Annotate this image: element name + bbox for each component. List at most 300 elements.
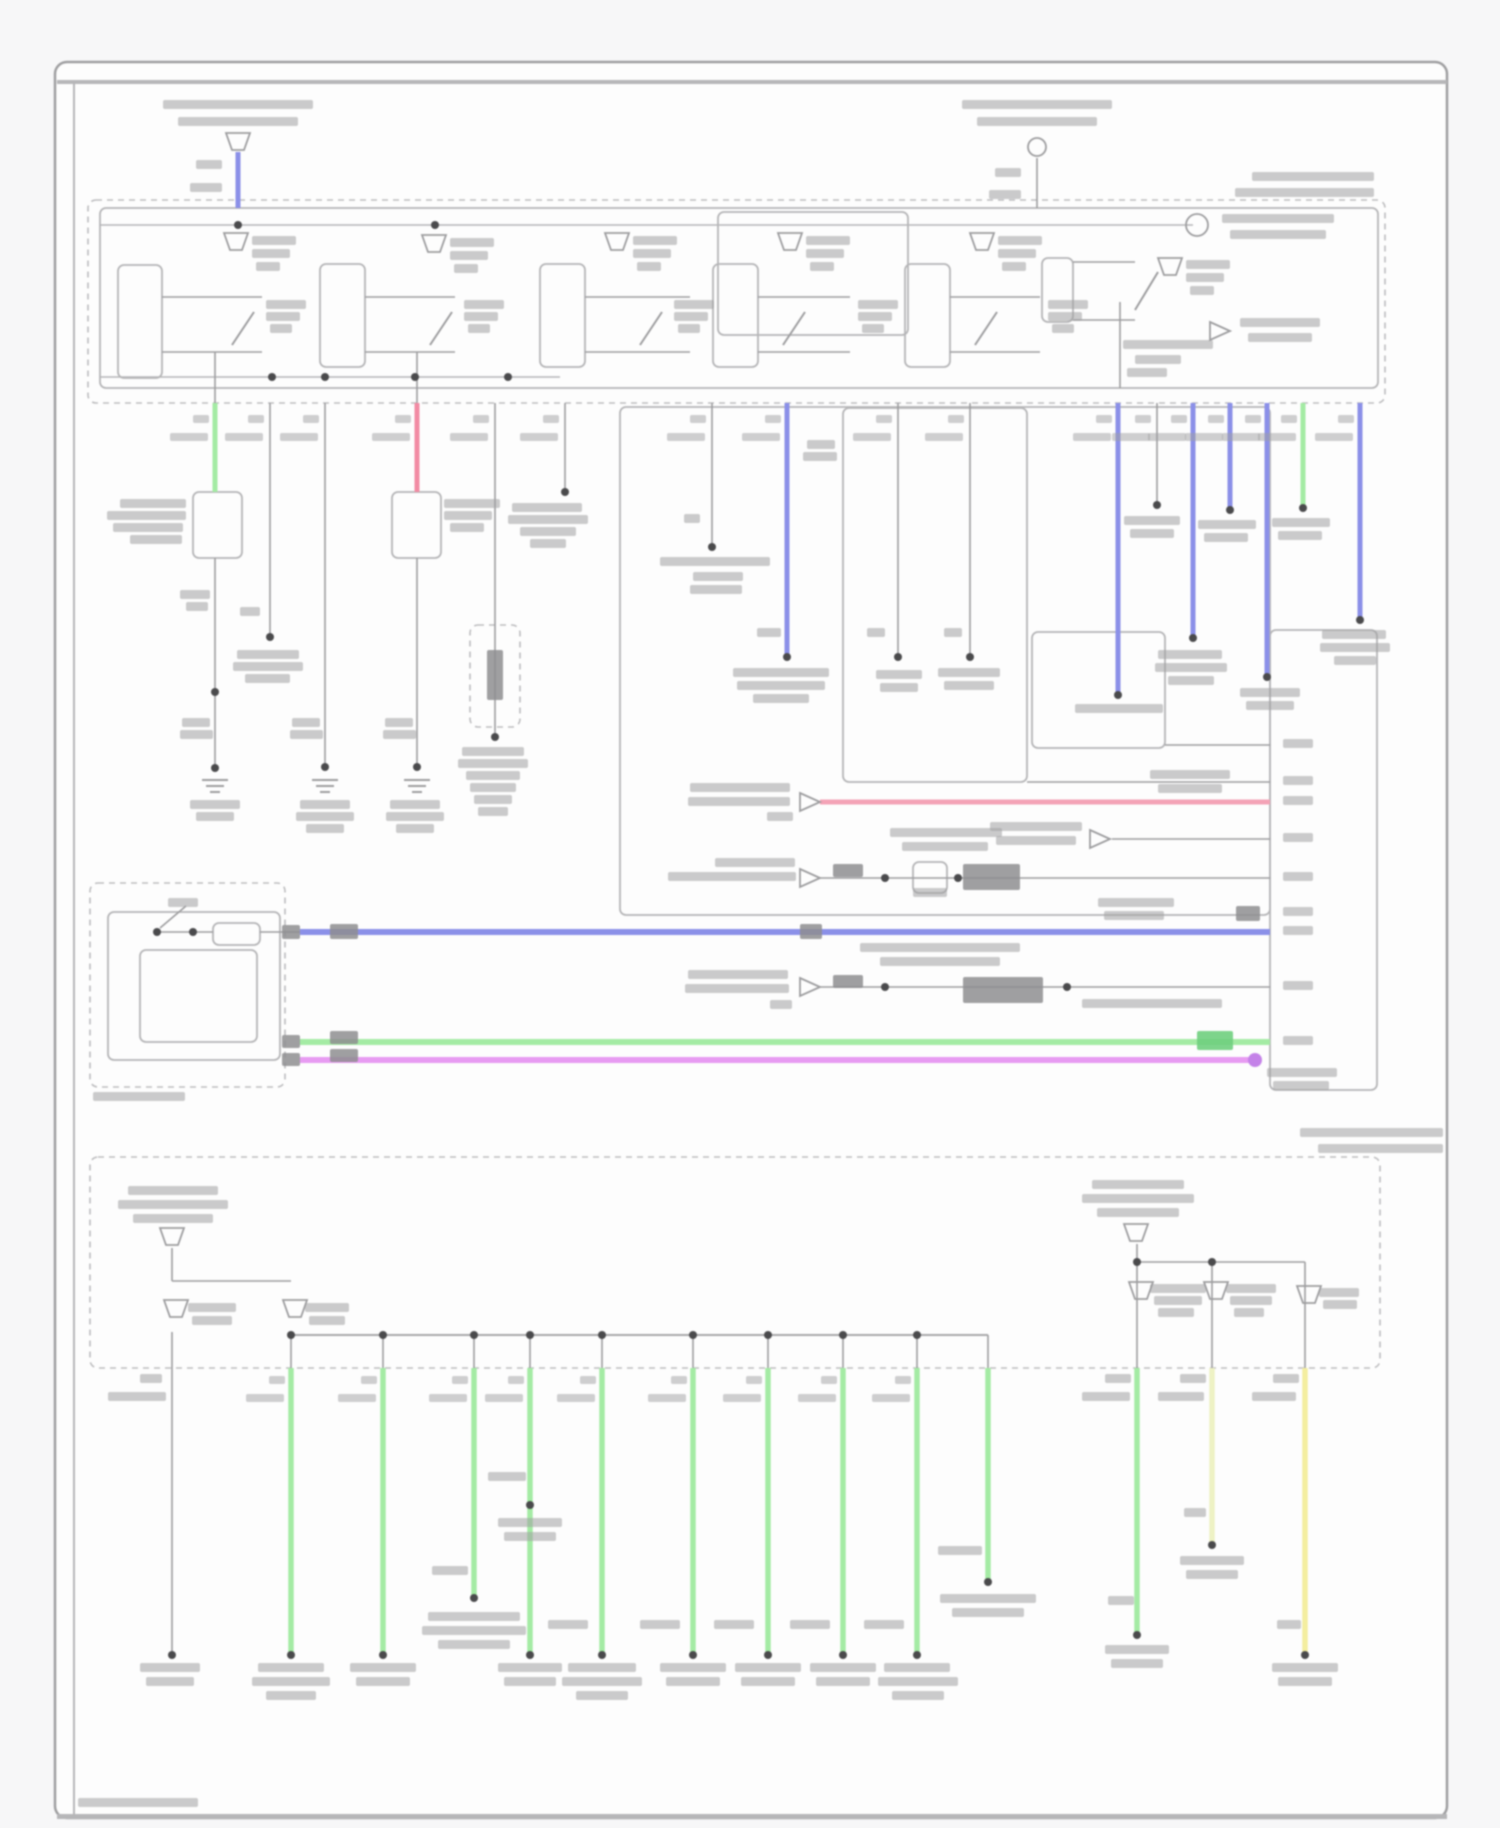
green-connector-block: [1197, 1031, 1233, 1050]
pin-label-blob: [1171, 415, 1187, 423]
label-blob: [93, 1092, 185, 1101]
connector-label-blob: [280, 433, 318, 441]
label-blob: [880, 683, 918, 692]
label-blob: [128, 1186, 218, 1195]
connector-label-blob: [853, 433, 891, 441]
junction-dot: [708, 543, 716, 551]
connector-label-blob: [372, 433, 410, 441]
label-blob: [508, 515, 588, 524]
label-blob: [1186, 273, 1224, 282]
label-blob: [133, 1214, 213, 1223]
label-blob: [876, 670, 922, 679]
label-blob: [118, 1200, 228, 1209]
pin-label-blob: [1096, 415, 1112, 423]
label-blob: [432, 1566, 468, 1575]
label-blob: [1168, 676, 1214, 685]
connector-block: [282, 1053, 300, 1066]
label-blob: [422, 1626, 526, 1635]
junction-dot: [689, 1331, 697, 1339]
label-blob: [1092, 1180, 1184, 1189]
label-blob: [1098, 898, 1174, 907]
label-blob: [140, 1663, 200, 1672]
label-blob: [1154, 1296, 1202, 1305]
label-blob: [944, 681, 994, 690]
label-blob: [1319, 1288, 1359, 1297]
label-blob: [1155, 663, 1227, 672]
label-blob: [892, 1691, 944, 1700]
connector-block: [833, 975, 863, 988]
label-blob: [996, 836, 1076, 845]
junction-dot: [966, 653, 974, 661]
label-blob: [1105, 1374, 1131, 1383]
junction-dot: [470, 1594, 478, 1602]
label-blob: [858, 312, 892, 321]
label-blob: [130, 535, 182, 544]
label-blob: [1180, 1374, 1206, 1383]
label-blob: [1158, 784, 1222, 793]
label-blob: [296, 812, 354, 821]
pin-label-blob: [543, 415, 559, 423]
junction-dot: [287, 1331, 295, 1339]
label-blob: [1240, 318, 1320, 327]
page-frame: [55, 62, 1447, 1818]
label-blob: [810, 262, 834, 271]
label-blob: [252, 236, 296, 245]
connector-block: [330, 924, 358, 939]
pin-label-blob: [1245, 415, 1261, 423]
connector-block: [282, 925, 300, 939]
label-blob: [190, 800, 240, 809]
label-blob: [1111, 1659, 1163, 1668]
junction-dot: [881, 983, 889, 991]
junction-dot: [913, 1331, 921, 1339]
label-blob: [385, 718, 413, 727]
connector-label-blob: [648, 1394, 686, 1402]
label-blob: [757, 628, 781, 637]
junction-dot: [1133, 1631, 1141, 1639]
label-blob: [1283, 981, 1313, 990]
label-blob: [1277, 1620, 1301, 1629]
junction-dot: [894, 653, 902, 661]
label-blob: [810, 1663, 876, 1672]
label-blob: [666, 1677, 720, 1686]
label-blob: [454, 264, 478, 273]
junction-dot: [598, 1651, 606, 1659]
label-blob: [938, 668, 1000, 677]
label-blob: [733, 668, 829, 677]
label-blob: [715, 858, 795, 867]
pin-label-blob: [395, 415, 411, 423]
label-blob: [684, 514, 700, 523]
label-blob: [1158, 1308, 1194, 1317]
label-blob: [306, 824, 344, 833]
pin-label-blob: [269, 1376, 285, 1384]
label-blob: [1230, 1296, 1272, 1305]
pin-label-blob: [821, 1376, 837, 1384]
label-blob: [258, 1663, 324, 1672]
label-blob: [977, 117, 1097, 126]
connector-label-blob: [170, 433, 208, 441]
label-blob: [309, 1316, 345, 1325]
label-blob: [1283, 1036, 1313, 1045]
label-blob: [790, 1620, 830, 1629]
label-blob: [735, 1663, 801, 1672]
pin-label-blob: [193, 415, 209, 423]
label-blob: [266, 1691, 316, 1700]
footer-label-blob: [78, 1798, 198, 1807]
label-blob: [1267, 1068, 1337, 1077]
label-blob: [504, 1532, 556, 1541]
label-blob: [1105, 1645, 1169, 1654]
connector-label-blob: [1073, 433, 1111, 441]
label-blob: [530, 539, 566, 548]
connector-block: [963, 977, 1043, 1003]
label-blob: [474, 795, 512, 804]
label-blob: [1300, 1128, 1443, 1137]
label-blob: [1190, 286, 1214, 295]
label-blob: [350, 1663, 416, 1672]
junction-dot: [153, 928, 161, 936]
label-blob: [468, 324, 490, 333]
connector-block: [487, 650, 503, 700]
label-blob: [1104, 911, 1164, 920]
label-blob: [1150, 1284, 1206, 1293]
junction-dot: [764, 1651, 772, 1659]
frame-left-band: [73, 82, 75, 1816]
label-blob: [120, 499, 186, 508]
label-blob: [450, 523, 484, 532]
junction-dot: [413, 763, 421, 771]
connector-block: [330, 1031, 358, 1044]
label-blob: [438, 1640, 510, 1649]
junction-dot: [764, 1331, 772, 1339]
junction-dot: [1153, 501, 1161, 509]
label-blob: [568, 1663, 636, 1672]
label-blob: [450, 238, 494, 247]
connector-block: [282, 1035, 300, 1048]
pin-label-blob: [1338, 415, 1354, 423]
pin-label-blob: [303, 415, 319, 423]
label-blob: [1240, 688, 1300, 697]
label-blob: [633, 249, 671, 258]
label-blob: [633, 236, 677, 245]
connector-label-blob: [485, 1394, 523, 1402]
connector-label-blob: [1112, 433, 1150, 441]
label-blob: [1283, 739, 1313, 748]
label-blob: [995, 168, 1021, 177]
label-blob: [1082, 1392, 1130, 1401]
label-blob: [1204, 533, 1248, 542]
label-blob: [180, 730, 213, 739]
connector-label-blob: [667, 433, 705, 441]
label-blob: [1130, 529, 1174, 538]
label-blob: [737, 681, 825, 690]
label-blob: [188, 1303, 236, 1312]
label-blob: [1273, 1081, 1329, 1090]
label-blob: [168, 898, 198, 907]
label-blob: [1082, 1194, 1194, 1203]
connector-label-blob: [246, 1394, 284, 1402]
label-blob: [714, 1620, 754, 1629]
label-blob: [163, 100, 313, 109]
label-blob: [190, 183, 222, 192]
label-blob: [562, 1677, 642, 1686]
connector-label-blob: [1258, 433, 1296, 441]
label-blob: [1235, 188, 1374, 197]
connector-label-blob: [742, 433, 780, 441]
pin-label-blob: [1135, 415, 1151, 423]
label-blob: [450, 251, 488, 260]
label-blob: [186, 602, 208, 611]
label-blob: [688, 970, 788, 979]
label-blob: [192, 1316, 232, 1325]
label-blob: [356, 1677, 410, 1686]
pin-label-blob: [690, 415, 706, 423]
label-blob: [466, 771, 520, 780]
junction-dot: [470, 1331, 478, 1339]
label-blob: [767, 812, 793, 821]
label-blob: [1230, 230, 1326, 239]
junction-dot: [1114, 691, 1122, 699]
pin-label-blob: [746, 1376, 762, 1384]
label-blob: [688, 797, 790, 806]
label-blob: [1135, 355, 1181, 364]
label-blob: [1283, 926, 1313, 935]
pin-label-blob: [361, 1376, 377, 1384]
pin-label-blob: [248, 415, 264, 423]
label-blob: [182, 718, 210, 727]
label-blob: [108, 1392, 166, 1401]
label-blob: [1075, 704, 1163, 713]
pin-label-blob: [895, 1376, 911, 1384]
label-blob: [240, 607, 260, 616]
label-blob: [693, 572, 743, 581]
junction-dot: [881, 874, 889, 882]
label-blob: [1158, 1392, 1204, 1401]
junction-dot: [321, 763, 329, 771]
label-blob: [938, 1546, 982, 1555]
label-blob: [464, 300, 504, 309]
label-blob: [498, 1518, 562, 1527]
label-blob: [1097, 1208, 1179, 1217]
label-blob: [1272, 1663, 1338, 1672]
pin-label-blob: [876, 415, 892, 423]
label-blob: [478, 807, 508, 816]
junction-dot: [189, 928, 197, 936]
junction-dot: [1301, 1651, 1309, 1659]
label-blob: [470, 783, 516, 792]
label-blob: [668, 872, 796, 881]
connector-label-blob: [450, 433, 488, 441]
pin-label-blob: [508, 1376, 524, 1384]
label-blob: [1273, 1374, 1299, 1383]
connector-block: [1236, 906, 1260, 921]
label-blob: [1272, 518, 1330, 527]
label-blob: [1048, 300, 1088, 309]
label-blob: [862, 324, 884, 333]
junction-dot: [1133, 1258, 1141, 1266]
label-blob: [1108, 1596, 1134, 1605]
label-blob: [252, 249, 290, 258]
connector-label-blob: [338, 1394, 376, 1402]
label-blob: [1226, 1284, 1276, 1293]
junction-dot: [1208, 1541, 1216, 1549]
pin-label-blob: [671, 1376, 687, 1384]
label-blob: [640, 1620, 680, 1629]
label-blob: [292, 718, 320, 727]
label-blob: [878, 1677, 958, 1686]
label-blob: [1278, 531, 1322, 540]
pin-label-blob: [1281, 415, 1297, 423]
label-blob: [753, 694, 809, 703]
connector-label-blob: [1315, 433, 1353, 441]
label-blob: [520, 527, 576, 536]
label-blob: [1283, 872, 1313, 881]
label-blob: [816, 1677, 870, 1686]
junction-dot: [168, 1651, 176, 1659]
connector-block: [833, 864, 863, 877]
label-blob: [1222, 214, 1334, 223]
label-blob: [196, 812, 234, 821]
label-blob: [913, 888, 947, 897]
junction-dot: [431, 221, 439, 229]
label-blob: [1198, 520, 1256, 529]
pin-label-blob: [1208, 415, 1224, 423]
connector-label-blob: [925, 433, 963, 441]
label-blob: [140, 1374, 162, 1383]
label-blob: [383, 730, 416, 739]
label-blob: [146, 1677, 194, 1686]
label-blob: [1186, 260, 1230, 269]
label-blob: [458, 759, 528, 768]
label-blob: [1184, 1508, 1206, 1517]
label-blob: [107, 511, 186, 520]
label-blob: [462, 747, 524, 756]
label-blob: [196, 160, 222, 169]
label-blob: [390, 800, 440, 809]
junction-dot: [287, 1651, 295, 1659]
junction-dot: [1299, 504, 1307, 512]
label-blob: [1283, 776, 1313, 785]
label-blob: [1252, 1392, 1296, 1401]
label-blob: [1234, 1308, 1264, 1317]
label-blob: [464, 312, 498, 321]
label-blob: [300, 800, 350, 809]
connector-block: [963, 864, 1020, 890]
label-blob: [237, 650, 299, 659]
pin-label-blob: [948, 415, 964, 423]
label-blob: [860, 943, 1020, 952]
label-blob: [233, 662, 303, 671]
label-blob: [1123, 340, 1213, 349]
label-blob: [660, 557, 770, 566]
label-blob: [548, 1620, 588, 1629]
label-blob: [1048, 312, 1082, 321]
connector-block: [330, 1049, 358, 1062]
connector-label-blob: [872, 1394, 910, 1402]
junction-dot: [268, 373, 276, 381]
label-blob: [512, 503, 582, 512]
junction-dot: [839, 1651, 847, 1659]
junction-dot: [379, 1651, 387, 1659]
pin-label-blob: [452, 1376, 468, 1384]
junction-dot: [1063, 983, 1071, 991]
junction-dot: [689, 1651, 697, 1659]
label-blob: [386, 812, 444, 821]
junction-dot: [954, 874, 962, 882]
connector-label-blob: [557, 1394, 595, 1402]
label-blob: [1278, 1677, 1332, 1686]
label-blob: [807, 440, 835, 449]
label-blob: [270, 324, 292, 333]
label-blob: [902, 842, 988, 851]
label-blob: [806, 236, 850, 245]
junction-dot: [1208, 1258, 1216, 1266]
junction-dot: [839, 1331, 847, 1339]
connector-label-blob: [723, 1394, 761, 1402]
label-blob: [1320, 643, 1390, 652]
label-blob: [1127, 368, 1167, 377]
label-blob: [1002, 262, 1026, 271]
label-blob: [504, 1677, 556, 1686]
label-blob: [178, 117, 298, 126]
frame-bottom-band: [57, 1814, 1447, 1819]
label-blob: [637, 262, 661, 271]
junction-dot: [211, 688, 219, 696]
junction-dot: [783, 653, 791, 661]
label-blob: [266, 300, 306, 309]
label-blob: [1283, 833, 1313, 842]
label-blob: [685, 984, 789, 993]
junction-dot: [526, 1331, 534, 1339]
label-blob: [1252, 172, 1374, 181]
junction-dot: [504, 373, 512, 381]
frame-top-band: [57, 80, 1447, 84]
label-blob: [1180, 1556, 1244, 1565]
connector-label-blob: [520, 433, 558, 441]
label-blob: [998, 236, 1042, 245]
connector-label-blob: [1148, 433, 1186, 441]
label-blob: [266, 312, 300, 321]
violet-connector-dot: [1248, 1053, 1262, 1067]
junction-dot: [913, 1651, 921, 1659]
connector-label-blob: [798, 1394, 836, 1402]
label-blob: [803, 452, 837, 461]
connector-label-blob: [225, 433, 263, 441]
junction-dot: [234, 221, 242, 229]
label-blob: [488, 1472, 526, 1481]
junction-dot: [526, 1651, 534, 1659]
junction-dot: [211, 764, 219, 772]
label-blob: [1248, 333, 1312, 342]
label-blob: [806, 249, 844, 258]
junction-dot: [984, 1578, 992, 1586]
label-blob: [1322, 630, 1386, 639]
label-blob: [305, 1303, 349, 1312]
label-blob: [444, 499, 500, 508]
junction-dot: [1189, 634, 1197, 642]
label-blob: [880, 957, 1000, 966]
label-blob: [944, 628, 962, 637]
label-blob: [1052, 324, 1074, 333]
junction-dot: [1226, 506, 1234, 514]
label-blob: [576, 1691, 628, 1700]
label-blob: [180, 590, 210, 599]
label-blob: [660, 1663, 726, 1672]
label-blob: [770, 1000, 792, 1009]
label-blob: [858, 300, 898, 309]
junction-dot: [561, 488, 569, 496]
